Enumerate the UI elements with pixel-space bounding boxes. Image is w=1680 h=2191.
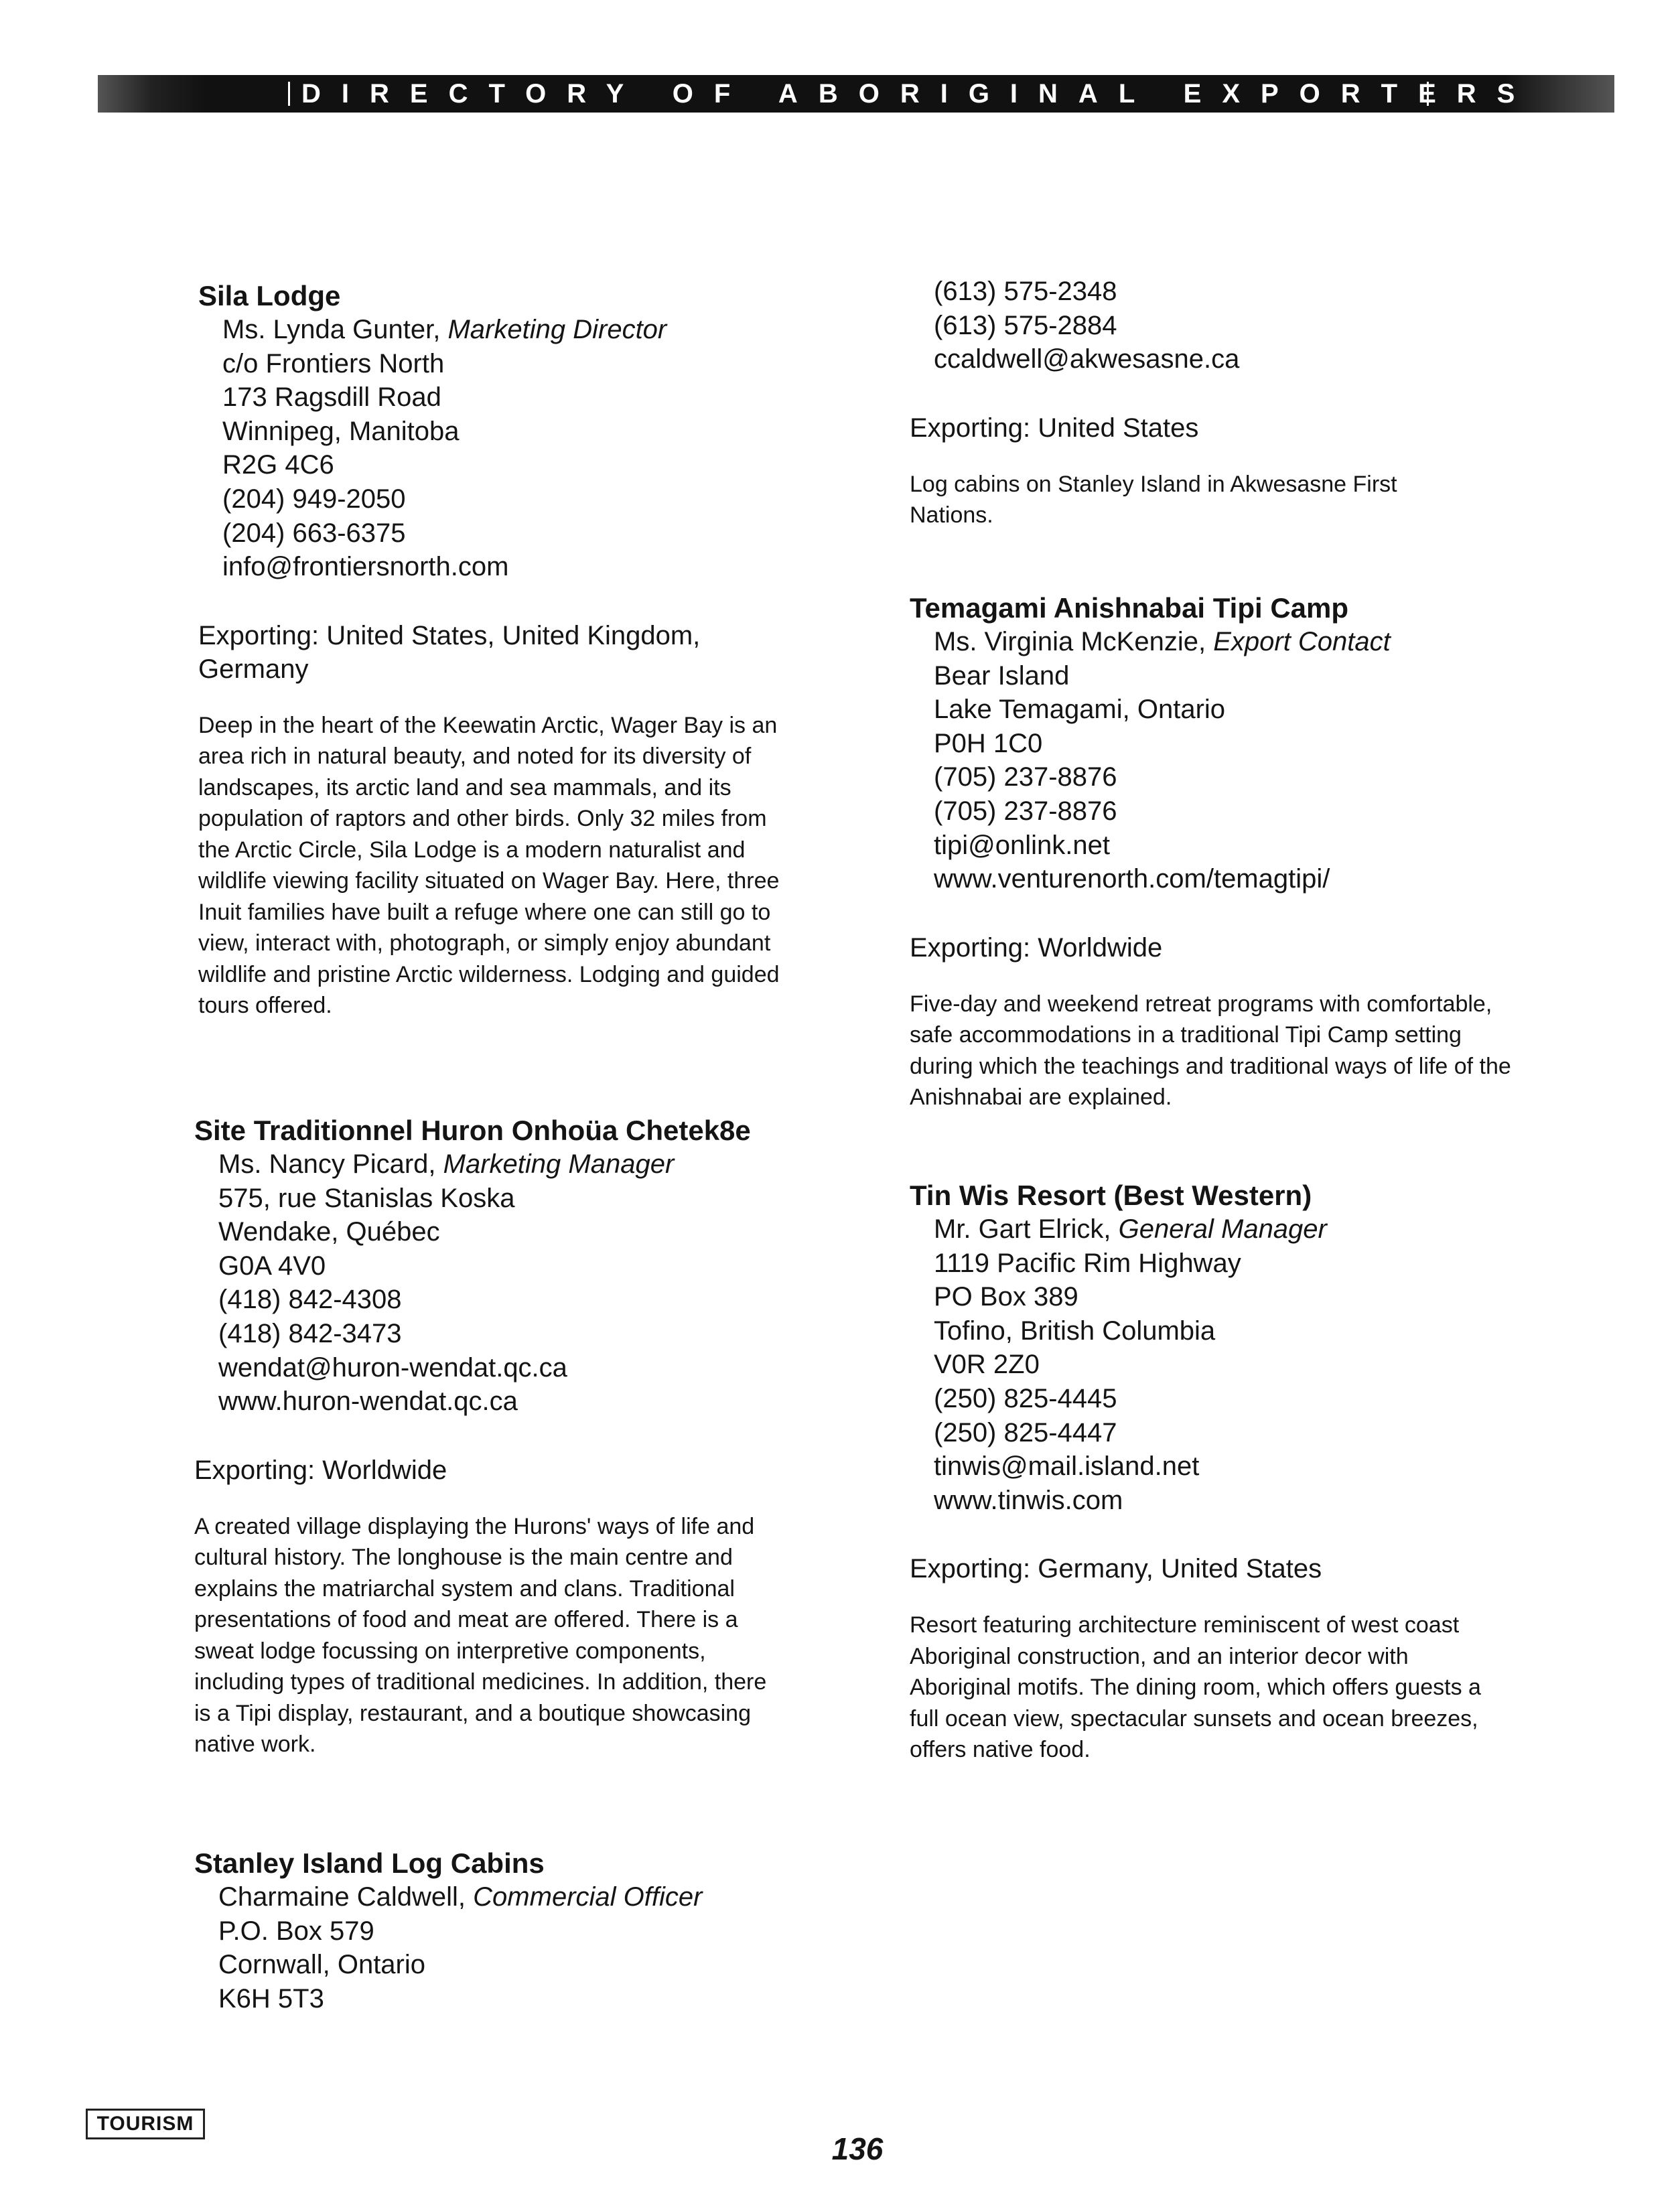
address-line: Winnipeg, Manitoba xyxy=(222,416,460,446)
entry-description: Deep in the heart of the Keewatin Arctic, Wager Bay is an area rich in natural beauty, and noted for its diversity of landscapes, its arctic land and sea mammals, and its population of raptors and other birds. Only 32 miles from the Arctic Circle, Sila Lodge is a modern naturalist and wildlife viewing facility situated on Wager Bay. Here, three Inuit families have built a refuge where one can still go to view, interact with, photograph, or simply enjoy abundant wildlife and pristine Arctic wilderness. Lodging and guided tours offered. xyxy=(198,712,780,1019)
entry-name: Site Traditionnel Huron Onhoüa Chetek8e xyxy=(194,1115,751,1146)
entry-description: Five-day and weekend retreat programs with comfortable, safe accommodations in a traditional Tipi Camp setting during which the teachings and traditional ways of life of the Anishnabai are explained. xyxy=(910,991,1511,1111)
address-line: c/o Frontiers North xyxy=(222,348,445,378)
address-line: 575, rue Stanislas Koska xyxy=(218,1183,515,1213)
contact-block xyxy=(198,313,841,584)
contact-role: Export Contact xyxy=(1213,627,1391,656)
contact-name: Charmaine Caldwell, xyxy=(218,1882,466,1912)
entry-name: Sila Lodge xyxy=(198,280,341,311)
contact-block xyxy=(194,1880,837,2016)
directory-entry-stanley-island xyxy=(194,1847,837,2016)
address-line: Tofino, British Columbia xyxy=(934,1316,1216,1346)
directory-entry-temagami xyxy=(910,591,1553,1113)
contact-role: General Manager xyxy=(1118,1214,1327,1244)
email-address: tinwis@mail.island.net xyxy=(934,1452,1200,1482)
postal-code: V0R 2Z0 xyxy=(934,1350,1040,1380)
page-number: 136 xyxy=(831,2131,884,2166)
exporting-markets: Exporting: Germany, United States xyxy=(910,1554,1322,1584)
entry-name: Tin Wis Resort (Best Western) xyxy=(910,1180,1312,1211)
contact-block xyxy=(194,1147,837,1419)
entry-name: Temagami Anishnabai Tipi Camp xyxy=(910,592,1349,624)
phone-number: (250) 825-4445 xyxy=(934,1383,1117,1413)
fax-number: (418) 842-3473 xyxy=(218,1318,402,1348)
entry-description: Resort featuring architecture reminiscent of west coast Aboriginal construction, and an interior decor with Aboriginal motifs. The dining room, which offers guests a full ocean view, spectacular sunsets and ocean breezes, offers native food. xyxy=(910,1612,1481,1763)
contact-name: Mr. Gart Elrick, xyxy=(934,1214,1111,1244)
fax-number: (613) 575-2884 xyxy=(934,310,1117,340)
phone-number: (418) 842-4308 xyxy=(218,1285,402,1315)
email-address: tipi@onlink.net xyxy=(934,830,1110,860)
fax-number: (705) 237-8876 xyxy=(934,796,1117,826)
fax-number: (204) 663-6375 xyxy=(222,518,406,548)
contact-name: Ms. Lynda Gunter, xyxy=(222,315,441,344)
directory-entry-stanley-island-continued xyxy=(910,275,1553,531)
contact-block xyxy=(910,275,1553,376)
exporting-markets: Exporting: United States, United Kingdom, Germany xyxy=(198,620,701,684)
fax-number: (250) 825-4447 xyxy=(934,1417,1117,1447)
contact-role: Marketing Director xyxy=(447,315,667,344)
address-line: Lake Temagami, Ontario xyxy=(934,695,1226,725)
directory-entry-tin-wis-resort xyxy=(910,1179,1553,1766)
entry-description: Log cabins on Stanley Island in Akwesasne First Nations. xyxy=(910,471,1397,528)
address-line: Cornwall, Ontario xyxy=(218,1950,426,1980)
phone-number: (613) 575-2348 xyxy=(934,277,1117,306)
contact-person xyxy=(934,1212,1553,1247)
contact-name: Ms. Nancy Picard, xyxy=(218,1149,436,1179)
contact-role: Marketing Manager xyxy=(443,1149,675,1179)
section-tag: TOURISM xyxy=(86,2109,205,2139)
page-header-title: DIRECTORY OF ABORIGINAL EXPORTERS xyxy=(301,79,1536,109)
contact-person xyxy=(218,1880,837,1914)
contact-person xyxy=(218,1147,837,1182)
address-line: PO Box 389 xyxy=(934,1282,1078,1312)
contact-role: Commercial Officer xyxy=(473,1882,703,1912)
phone-number: (204) 949-2050 xyxy=(222,484,406,514)
directory-entry-sila-lodge xyxy=(198,279,841,1021)
postal-code: G0A 4V0 xyxy=(218,1251,326,1281)
email-address: ccaldwell@akwesasne.ca xyxy=(934,344,1240,374)
contact-person xyxy=(934,625,1553,659)
contact-name: Ms. Virginia McKenzie, xyxy=(934,627,1206,656)
phone-number: (705) 237-8876 xyxy=(934,762,1117,792)
email-address: wendat@huron-wendat.qc.ca xyxy=(218,1352,567,1383)
postal-code: P0H 1C0 xyxy=(934,728,1043,758)
directory-entry-site-traditionnel-huron xyxy=(194,1114,837,1760)
address-line: 173 Ragsdill Road xyxy=(222,382,441,413)
contact-block xyxy=(910,625,1553,896)
address-line: P.O. Box 579 xyxy=(218,1916,374,1946)
email-address: info@frontiersnorth.com xyxy=(222,552,509,582)
website-address: www.venturenorth.com/temagtipi/ xyxy=(934,864,1330,894)
header-divider xyxy=(288,82,290,106)
address-line: 1119 Pacific Rim Highway xyxy=(934,1248,1241,1278)
postal-code: R2G 4C6 xyxy=(222,450,334,480)
address-line: Bear Island xyxy=(934,660,1070,691)
entry-description: A created village displaying the Hurons' ways of life and cultural history. The longhouse is the main centre and explains the matriarchal system and clans. Traditional presentations of food and meat are offered. There is a sweat lodge focussing on interpretive components, including types of traditional medicines. In addition, there is a Tipi display, restaurant, and a boutique showcasing native work. xyxy=(194,1513,767,1758)
entry-name: Stanley Island Log Cabins xyxy=(194,1847,545,1879)
postal-code: K6H 5T3 xyxy=(218,1983,324,2013)
exporting-markets: Exporting: Worldwide xyxy=(194,1455,447,1485)
address-line: Wendake, Québec xyxy=(218,1217,440,1247)
exporting-markets: Exporting: United States xyxy=(910,413,1199,443)
website-address: www.tinwis.com xyxy=(934,1485,1123,1515)
website-address: www.huron-wendat.qc.ca xyxy=(218,1387,518,1417)
exporting-markets: Exporting: Worldwide xyxy=(910,932,1163,963)
contact-person xyxy=(222,313,841,347)
contact-block xyxy=(910,1212,1553,1517)
